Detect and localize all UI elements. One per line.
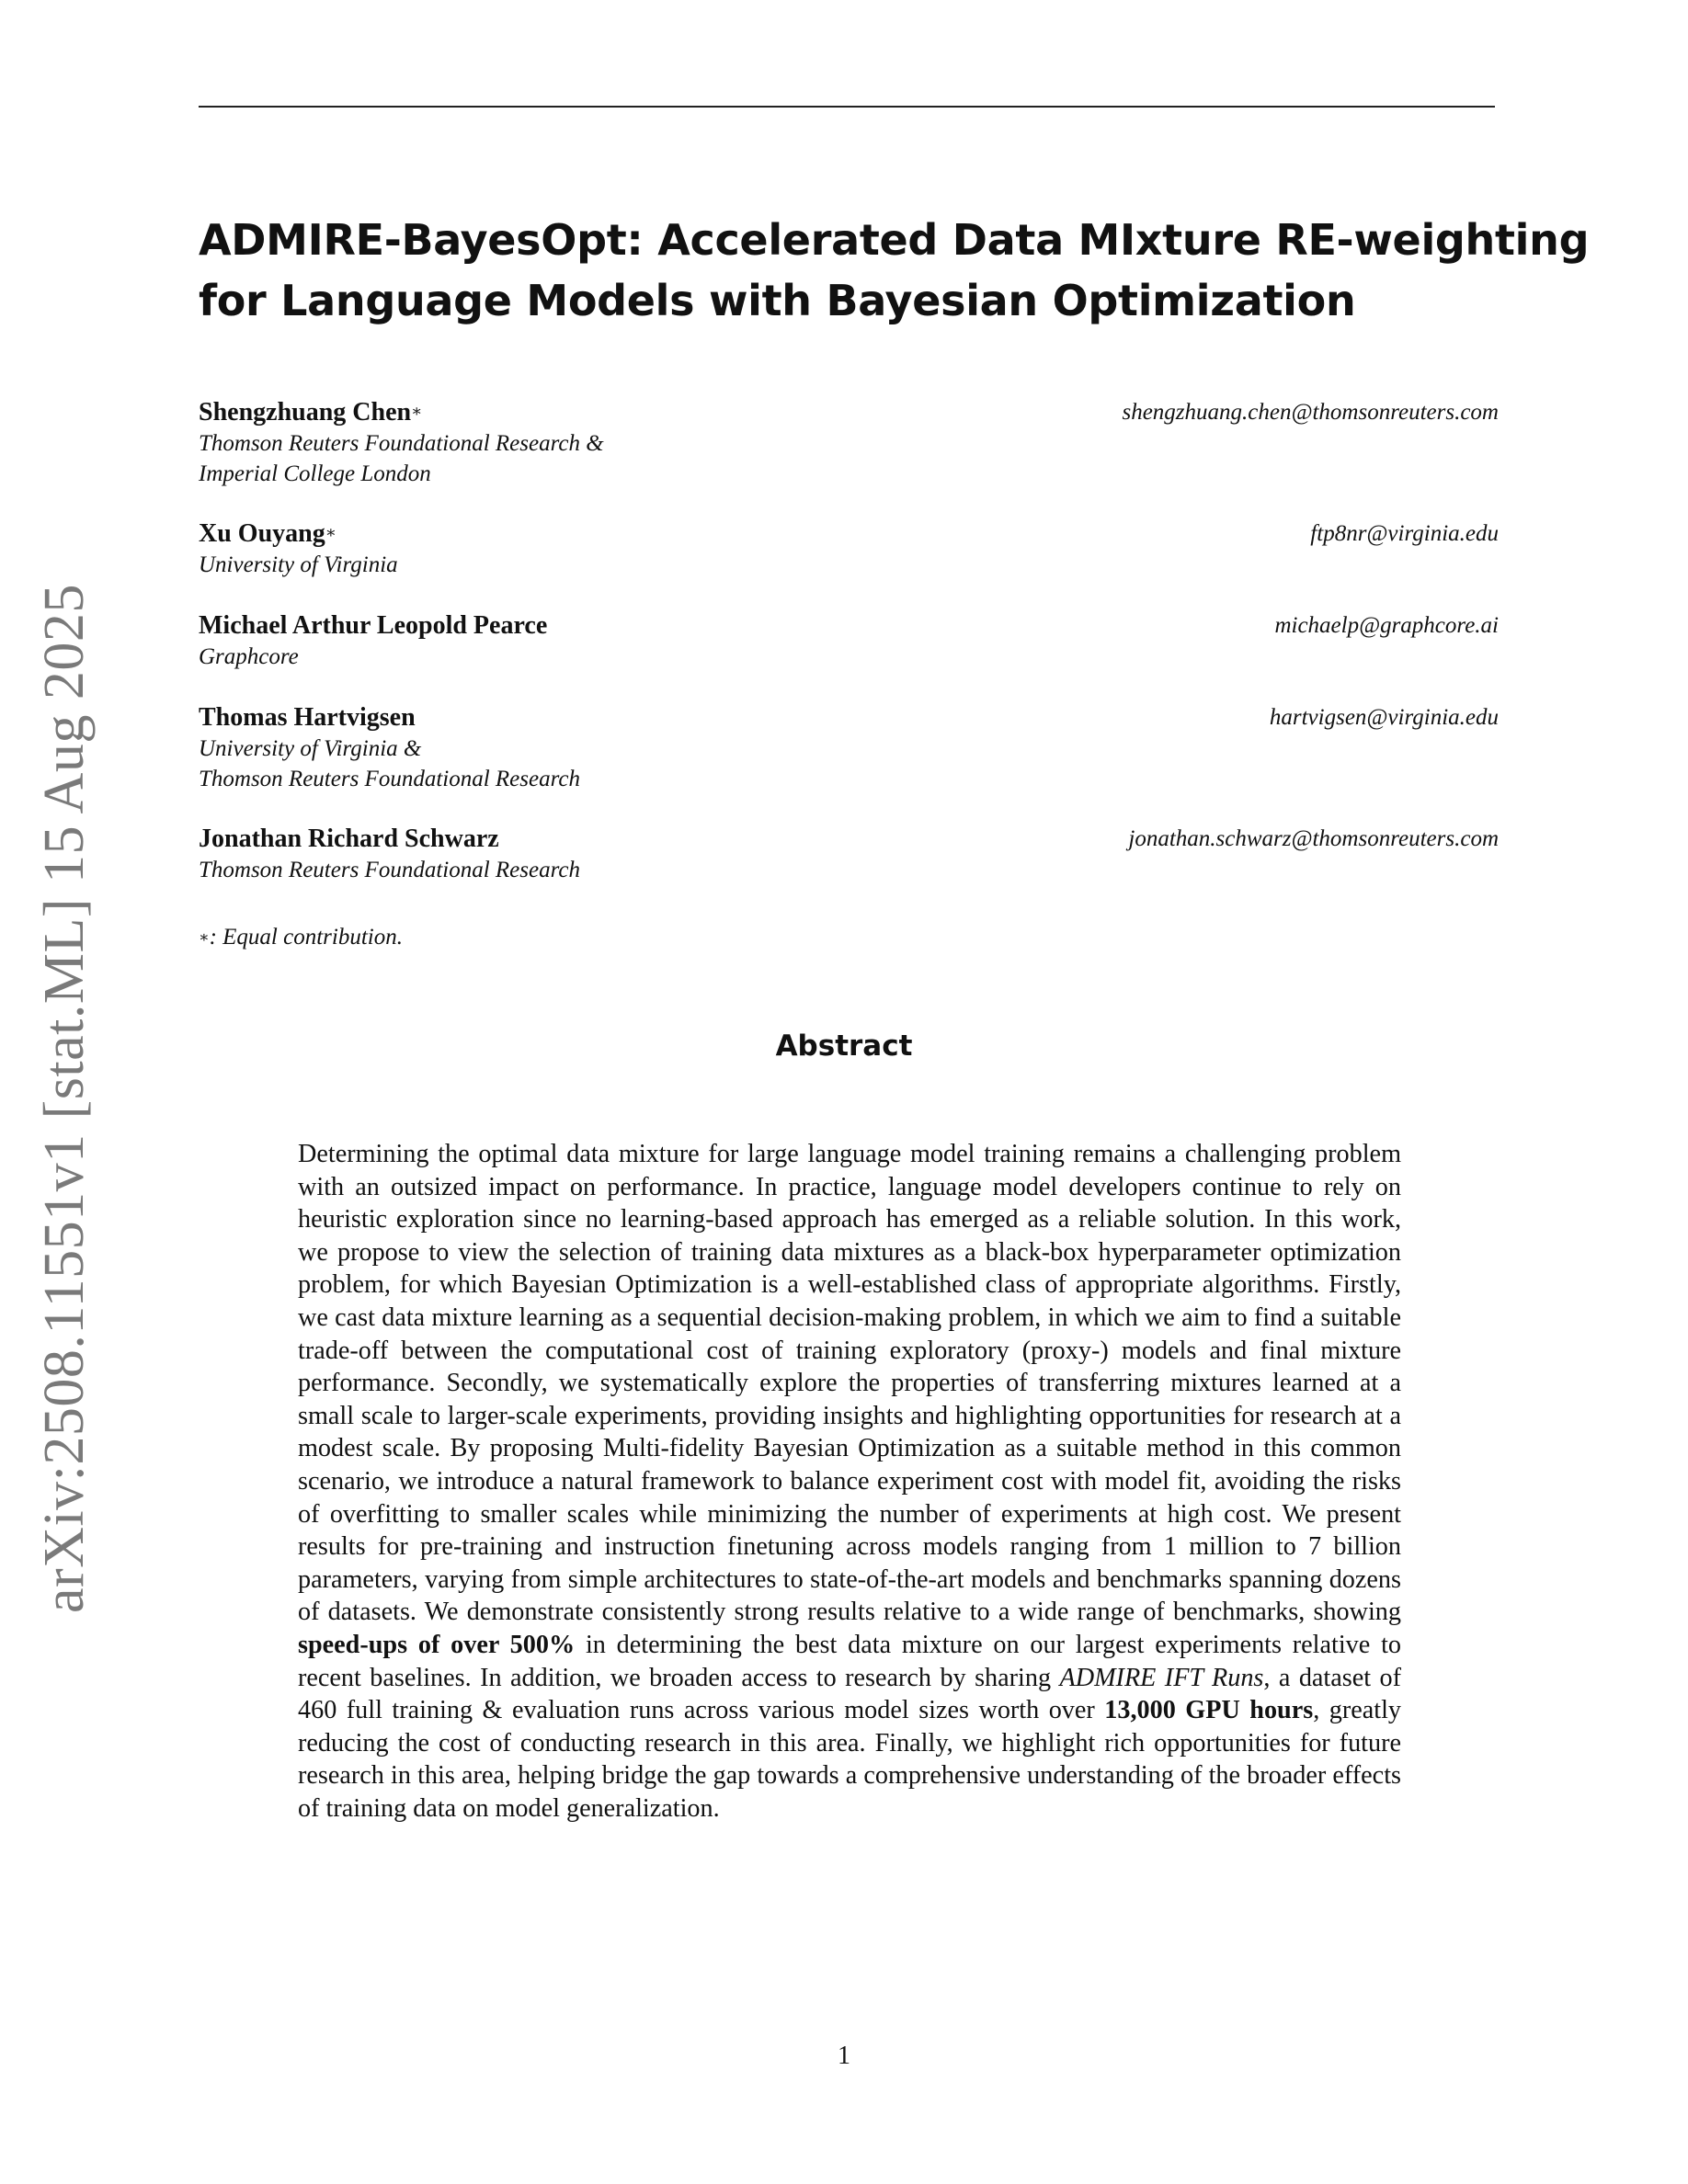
author-name: Xu Ouyang∗	[199, 519, 336, 548]
author-name: Jonathan Richard Schwarz	[199, 825, 499, 853]
author-email[interactable]: michaelp@graphcore.ai	[1274, 613, 1499, 638]
abstract-text: , greatly reducing the cost of conducting research in this area. Finally, we highlight rich opportunities for future research in this area, helping bridge the gap towards a comprehensive understanding of the broader effects of training data on model generalization.	[298, 1696, 1402, 1823]
abstract-text: , a dataset of 460 full training & evaluation runs across various model sizes worth over	[298, 1663, 1401, 1725]
abstract-bold-text: speed-ups of over 500%	[298, 1630, 576, 1659]
author-block	[199, 702, 1499, 794]
title-line-2: for Language Models with Bayesian Optimization	[199, 276, 1356, 325]
author-affiliation: Thomson Reuters Foundational Research	[199, 767, 581, 791]
abstract-text: Determining the optimal data mixture for large language model training remains a challenging problem with an outsized impact on performance. In practice, language model developers continue to rely on heuristic exploration since no learning-based approach has emerged as a reliable solution. In this work, we propose to view the selection of training data mixtures as a black-box hyperparameter optimization problem, for which Bayesian Optimization is a well-established class of appropriate algorithms. Firstly, we cast data mixture learning as a sequential decision-making problem, in which we aim to find a suitable trade-off between the computational cost of training exploratory (proxy-) models and final mixture performance. Secondly, we systematically explore the properties of transferring mixtures learned at a small scale to larger-scale experiments, providing insights and highlighting opportunities for research at a modest scale. By proposing Multi-fidelity Bayesian Optimization as a suitable method in this common scenario, we introduce a natural framework to balance experiment cost with model fit, avoiding the risks of overfitting to smaller scales while minimizing the number of experiments at high cost. We present results for pre-training and instruction finetuning across models ranging from 1 million to 7 billion parameters, varying from simple architectures to state-of-the-art models and benchmarks spanning dozens of datasets. We demonstrate consistently strong results relative to a wide range of benchmarks, showing	[298, 1140, 1401, 1627]
author-email[interactable]: shengzhuang.chen@thomsonreuters.com	[1122, 400, 1499, 425]
abstract-heading: Abstract	[775, 1029, 913, 1063]
author-name: Thomas Hartvigsen	[199, 703, 416, 732]
abstract-bold-text: 13,000 GPU hours	[1104, 1696, 1314, 1725]
abstract-body	[298, 1138, 1401, 1825]
author-block	[199, 397, 1499, 489]
author-block	[199, 610, 1499, 672]
equal-contribution-mark: ∗	[199, 928, 210, 946]
title-line-1: ADMIRE-BayesOpt: Accelerated Data MIxture RE-weighting	[199, 215, 1590, 265]
abstract-text: in determining the best data mixture on our largest experiments relative to recent baselines. In addition, we broaden access to research by sharing	[298, 1630, 1402, 1692]
author-name: Shengzhuang Chen∗	[199, 398, 423, 427]
author-email[interactable]: ftp8nr@virginia.edu	[1310, 521, 1499, 546]
arxiv-stamp: arXiv:2508.11551v1 [stat.ML] 15 Aug 2025	[33, 584, 96, 1613]
author-block	[199, 824, 1499, 885]
author-affiliation: Thomson Reuters Foundational Research &	[199, 431, 604, 456]
author-name: Michael Arthur Leopold Pearce	[199, 611, 548, 640]
author-affiliation: Graphcore	[199, 644, 299, 669]
paper-title	[199, 210, 1590, 331]
header-rule	[199, 106, 1495, 108]
author-affiliation: Imperial College London	[199, 461, 431, 486]
author-email[interactable]: jonathan.schwarz@thomsonreuters.com	[1128, 826, 1499, 851]
author-email[interactable]: hartvigsen@virginia.edu	[1269, 705, 1499, 730]
equal-contribution-mark: ∗	[325, 523, 336, 541]
abstract-italic-text: ADMIRE IFT Runs	[1059, 1663, 1264, 1692]
equal-contribution-note: ∗: Equal contribution.	[199, 925, 403, 950]
author-affiliation: Thomson Reuters Foundational Research	[199, 858, 581, 882]
equal-contribution-mark: ∗	[411, 402, 423, 420]
page-number: 1	[838, 2042, 850, 2070]
author-affiliation: University of Virginia	[199, 552, 398, 577]
author-block	[199, 518, 1499, 580]
author-affiliation: University of Virginia &	[199, 736, 422, 761]
